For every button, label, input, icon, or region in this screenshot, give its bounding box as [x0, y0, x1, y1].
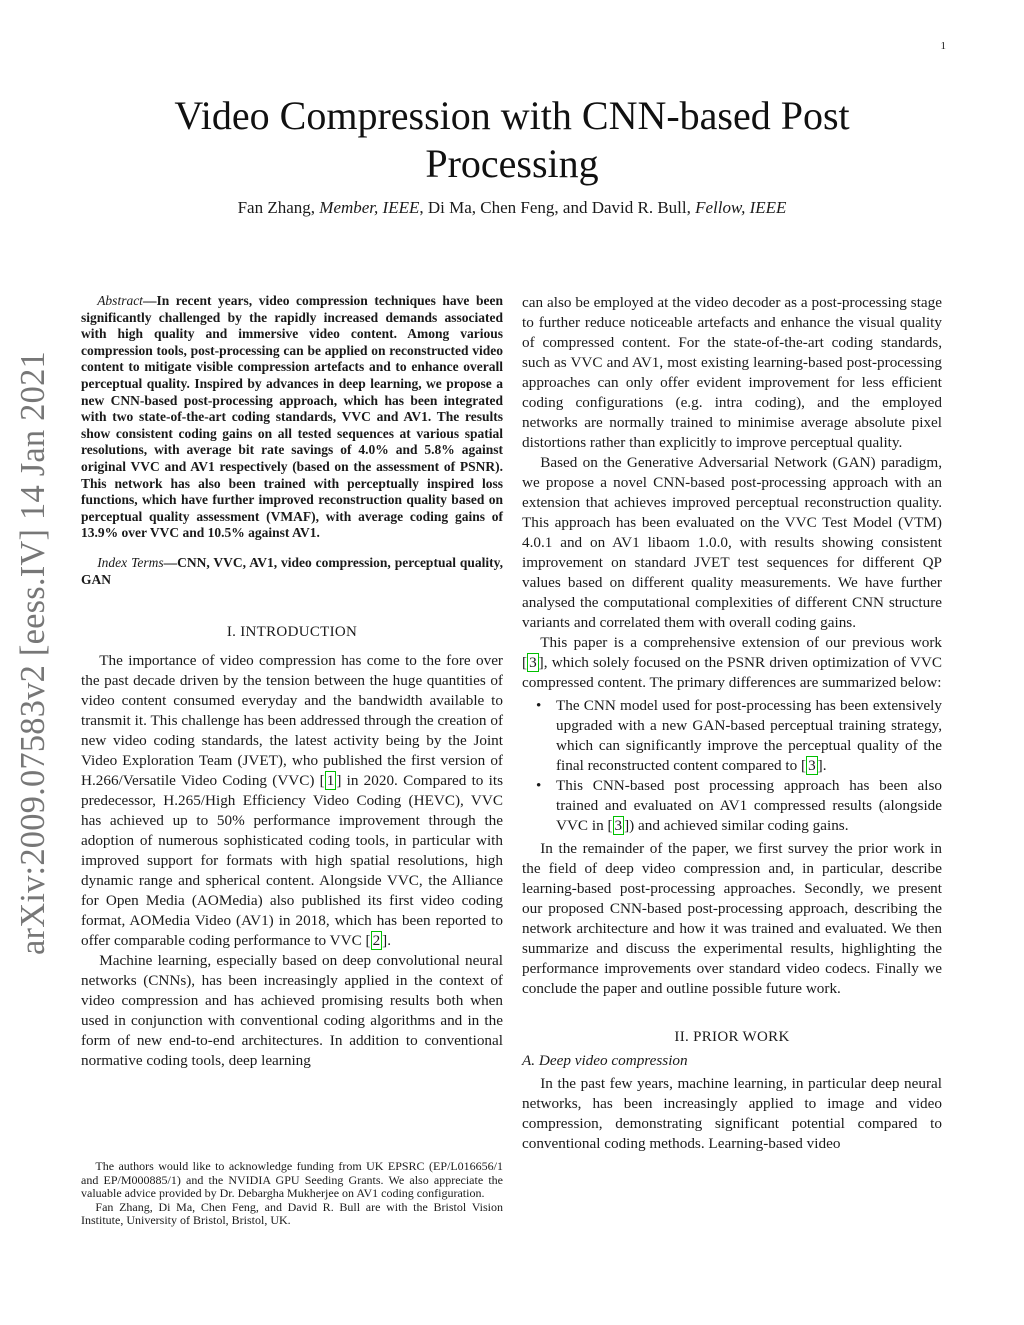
abstract-text: —In recent years, video compression techniques have been significantly challenged by the rapidly increased demands associated with high quality and immersive video content. Among various compression tools, post-processing can be applied on reconstructed video content to mitigate visible compression artefacts and to enhance overall perceptual quality. Inspired by advances in deep learning, we propose a new CNN-based post-processing approach, which has been integrated with two state-of-the-art coding standards, VVC and AV1. The results show consistent coding gains on all tested sequences at various spatial resolutions, with average bit rate savings of 4.0% and 5.8% against original VVC and AV1 respectively (based on the assessment of PSNR). This network has also been trained with perceptually inspired loss functions, which have further improved reconstruction quality based on perceptual quality assessment (VMAF), with average coding gains of 13.9% over VVC and 10.5% against AV1.	[81, 293, 503, 541]
right-paragraph-3: In the remainder of the paper, we first survey the prior work in the field of deep video compression and, in particular, describe learning-based post-processing approaches. Secondly, we present our proposed CNN-based post-processing approach, describing the network architecture and how it was trained and evaluated. We then summarize and discuss the experimental results, highlighting the performance improvements over standard video codecs. Finally we conclude the paper and outline possible future work.	[522, 840, 942, 997]
page-number: 1	[940, 40, 946, 52]
citation-link[interactable]: 3	[529, 654, 537, 671]
right-paragraph-0: can also be employed at the video decoder as a post-processing stage to further reduce noticeable artefacts and enhance the visual quality of compressed content. For the state-of-the-art coding standards, such as VVC and AV1, most existing learning-based post-processing approaches can only offer evident improvement for less efficient coding configurations (e.g. intra coding), and the employed networks are normally trained to minimise average absolute pixel distortions rather than explicitly to improve perceptual quality.	[522, 294, 942, 451]
right-paragraph-1: Based on the Generative Adversarial Network (GAN) paradigm, we propose a novel CNN-based post-processing approach with an extension that achieves improved perceptual reconstruction quality. This approach has been evaluated on the VVC Test Model (VTM) 4.0.1 and on AV1 libaom 1.0.0, with results showing consistent improvement on standard JVET test sequences for different QP values based on different quality measurements. We have further analysed the computational complexities of different CNN structure variants and correlated them with overall coding gains.	[522, 454, 942, 631]
footnote-funding: The authors would like to acknowledge funding from UK EPSRC (EP/L016656/1 and EP/M000885/1) and the NVIDIA GPU Seeding Grants. We also appreciate the valuable advice provided by Dr. Debargha Mukherjee on AV1 coding configuration.	[81, 1159, 503, 1201]
intro-paragraph-1: The importance of video compression has come to the fore over the past decade driven by the tension between the huge quantities of video content consumed everyday and the bandwidth available to transmit it. This challenge has been addressed through the creation of new video coding standards, the latest activity being by the Joint Video Exploration Team (JVET), who published the first version of H.266/Versatile Video Coding (VVC) [ 1 ] in 2020. Compared to its predecessor, H.265/High Efficiency Video Coding (HEVC), VVC has achieved up to 50% performance improvement through the adoption of numerous sophisticated coding tools, in particular with improved support for formats with high spatial resolutions, high dynamic range and spherical content. Alongside VVC, the Alliance for Open Media (AOMedia) also published its first video coding format, AOMedia Video (AV1) in 2018, which has been reported to offer comparable coding performance to VVC [ 2 ].	[81, 652, 503, 950]
subsection-heading: A. Deep video compression	[522, 1052, 688, 1069]
left-column	[81, 293, 503, 1071]
author-others: , Di Ma, Chen Feng, and David R. Bull,	[419, 198, 696, 217]
index-terms	[81, 555, 503, 588]
list-item: • The CNN model used for post-processing has been extensively upgraded with a new GAN-based perceptual training strategy, which can significantly improve the perceptual quality of the final reconstructed content compared to [ 3 ].	[556, 696, 942, 776]
author-first: Fan Zhang,	[237, 198, 320, 217]
footnotes	[81, 1160, 503, 1228]
arxiv-identifier[interactable]: arXiv:2009.07583v2 [eess.IV] 14 Jan 2021	[14, 351, 52, 955]
citation-link[interactable]: 3	[808, 757, 816, 774]
author-last-role: Fellow, IEEE	[695, 198, 787, 217]
right-column	[522, 293, 942, 1154]
section-heading-introduction: I. INTRODUCTION	[226, 624, 358, 641]
right-paragraph-2: This paper is a comprehensive extension of our previous work [ 3 ], which solely focused on the PSNR driven optimization of VVC compressed content. The primary differences are summarized below:	[522, 634, 942, 691]
differences-list	[522, 696, 942, 836]
author-first-role: Member, IEEE	[319, 198, 420, 217]
section-heading-prior-work: II. PRIOR WORK	[674, 1029, 790, 1045]
paper-title: Video Compression with CNN-based Post Processing	[174, 93, 850, 186]
footnote-affiliation: Fan Zhang, Di Ma, Chen Feng, and David R. Bull are with the Bristol Vision Institute, University of Bristol, Bristol, UK.	[81, 1199, 503, 1228]
intro-paragraph-2: Machine learning, especially based on deep convolutional neural networks (CNNs), has been increasingly applied in the context of video compression and has achieved promising results both when used in conjunction with conventional coding algorithms and in the form of new end-to-end architectures. In addition to conventional normative coding tools, deep learning	[81, 952, 503, 1070]
right-paragraph-4: In the past few years, machine learning, in particular deep neural networks, has been increasingly applied to image and video compression, demonstrating significant potential compared to conventional coding methods. Learning-based video	[522, 1075, 942, 1152]
author-line	[100, 198, 924, 218]
citation-link[interactable]: 2	[372, 932, 381, 950]
list-item: • This CNN-based post processing approach has been also trained and evaluated on AV1 compressed results (alongside VVC in [ 3 ]) and achieved similar coding gains.	[556, 776, 942, 836]
abstract-label: Abstract	[97, 293, 143, 308]
citation-link[interactable]: 1	[326, 772, 335, 790]
citation-link[interactable]: 3	[614, 817, 623, 834]
index-terms-text: —CNN, VVC, AV1, video compression, perceptual quality, GAN	[81, 554, 504, 587]
abstract	[81, 293, 503, 542]
index-terms-label: Index Terms	[97, 554, 164, 570]
